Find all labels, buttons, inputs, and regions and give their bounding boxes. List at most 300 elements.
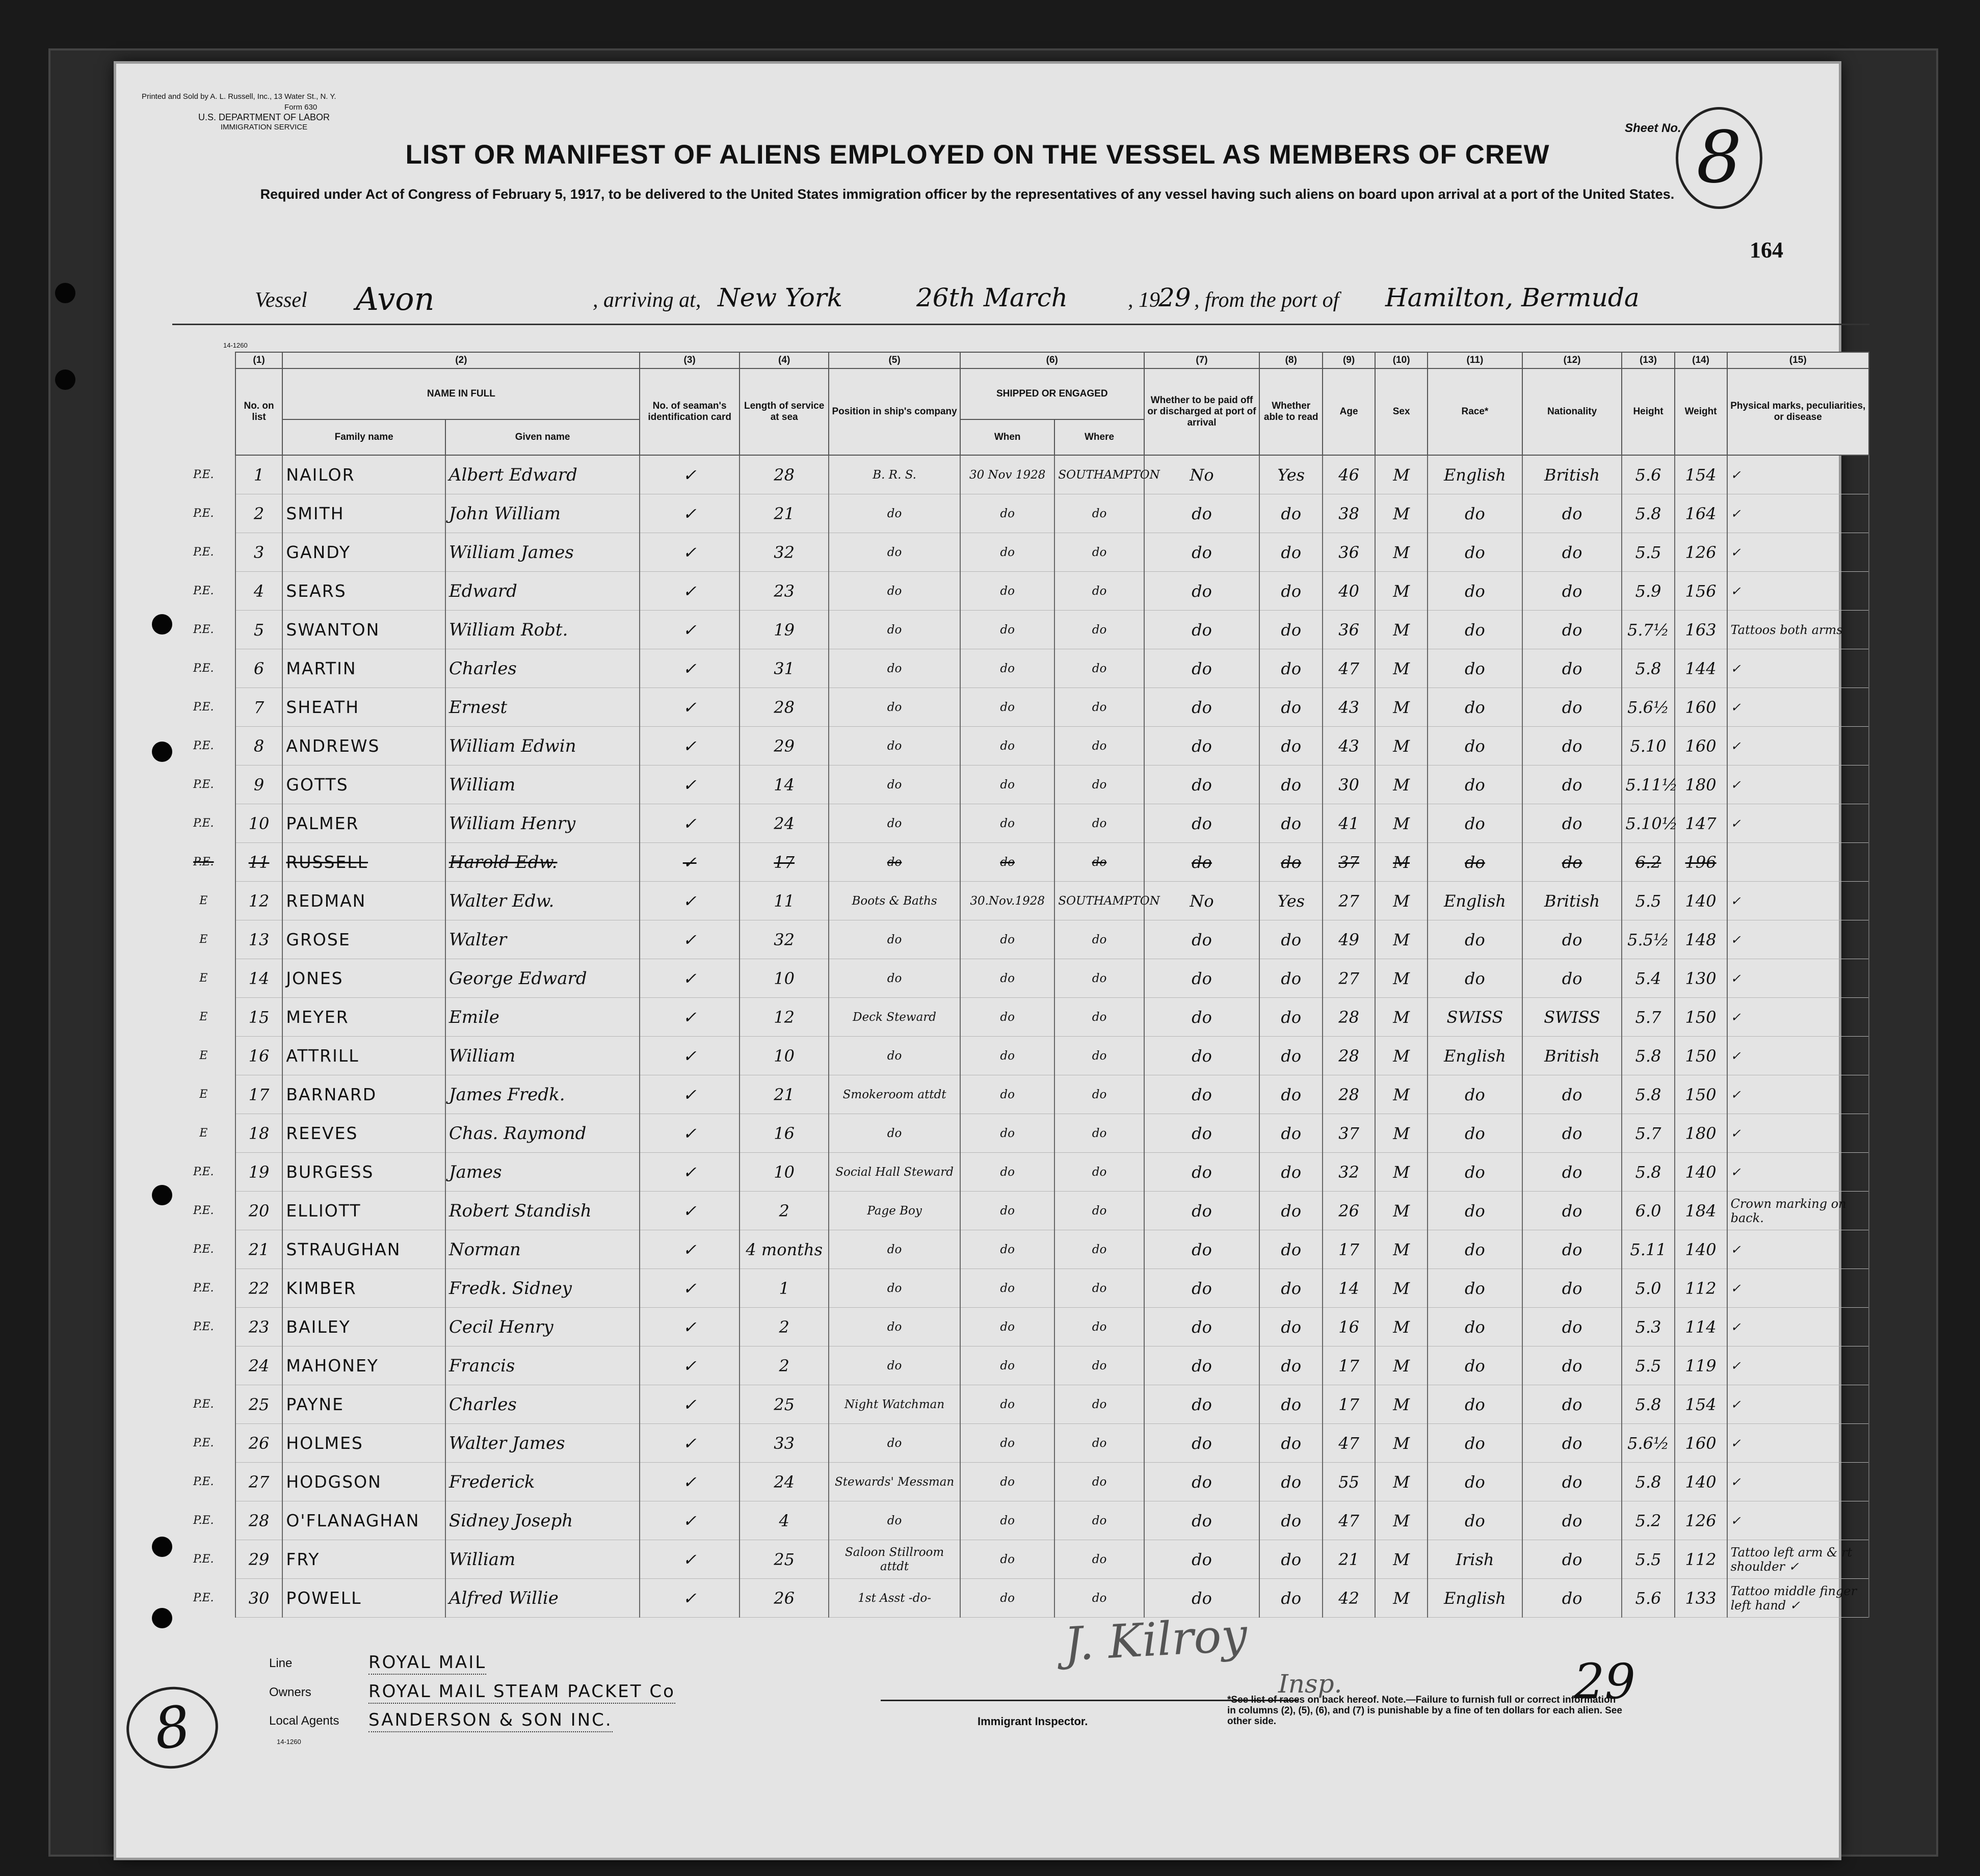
race: do: [1428, 494, 1522, 533]
crew-row: [172, 959, 1869, 998]
shipped-where: do: [1054, 1346, 1144, 1385]
crew-row: [172, 998, 1869, 1037]
crew-row: [172, 1540, 1869, 1579]
height: 5.11½: [1622, 765, 1674, 804]
position: Stewards' Messman: [829, 1463, 960, 1501]
age: 30: [1323, 765, 1375, 804]
id-card: ✓: [640, 1269, 740, 1308]
given-name: Walter: [445, 920, 640, 959]
id-card: ✓: [640, 494, 740, 533]
able-to-read: do: [1259, 1346, 1323, 1385]
physical-marks: Tattoo left arm & rt shoulder ✓: [1727, 1540, 1869, 1579]
length-of-service: 16: [740, 1114, 829, 1153]
age: 27: [1323, 882, 1375, 920]
crew-row: [172, 1501, 1869, 1540]
row-number: 6: [235, 649, 283, 688]
col-11-num: (11): [1428, 352, 1522, 368]
able-to-read: do: [1259, 1463, 1323, 1501]
shipped-where: do: [1054, 1075, 1144, 1114]
paid-off: do: [1144, 494, 1260, 533]
physical-marks: Tattoo middle finger left hand ✓: [1727, 1579, 1869, 1618]
col-12-num: (12): [1522, 352, 1622, 368]
height: 5.5½: [1622, 920, 1674, 959]
weight: 154: [1675, 1385, 1727, 1424]
given-name: Cecil Henry: [445, 1308, 640, 1346]
family-name: GROSE: [282, 920, 445, 959]
margin-mark: P.E.: [193, 662, 214, 675]
row-number: 19: [235, 1153, 283, 1192]
shipped-where: do: [1054, 572, 1144, 611]
physical-marks: ✓: [1727, 998, 1869, 1037]
length-of-service: 19: [740, 611, 829, 649]
age: 38: [1323, 494, 1375, 533]
age: 37: [1323, 1114, 1375, 1153]
race: do: [1428, 533, 1522, 572]
physical-marks: ✓: [1727, 649, 1869, 688]
margin-mark: P.E.: [193, 778, 214, 791]
shipped-where: do: [1054, 1037, 1144, 1075]
race: do: [1428, 1230, 1522, 1269]
physical-marks: Crown marking on back.: [1727, 1192, 1869, 1230]
crew-row: [172, 1385, 1869, 1424]
given-name: Walter Edw.: [445, 882, 640, 920]
margin-mark: E: [199, 933, 208, 946]
sex: M: [1375, 882, 1428, 920]
height: 5.5: [1622, 882, 1674, 920]
physical-marks: ✓: [1727, 1501, 1869, 1540]
nationality: do: [1522, 1501, 1622, 1540]
able-to-read: do: [1259, 572, 1323, 611]
margin-mark: E: [199, 1011, 208, 1023]
footnote: *See list of races on back hereof. Note.—Failure to furnish full or correct information in columns (2), (5), (6), and (7) is punishable by a fine of ten dollars for each alien. See other side.: [1227, 1695, 1622, 1727]
row-number: 17: [235, 1075, 283, 1114]
paid-off: do: [1144, 727, 1260, 765]
margin-mark: P.E.: [193, 585, 214, 597]
weight: 144: [1675, 649, 1727, 688]
given-name: James: [445, 1153, 640, 1192]
col-2-num: (2): [282, 352, 640, 368]
age: 28: [1323, 1075, 1375, 1114]
height: 5.7: [1622, 1114, 1674, 1153]
row-number: 4: [235, 572, 283, 611]
family-name: ELLIOTT: [282, 1192, 445, 1230]
race: do: [1428, 1501, 1522, 1540]
shipped-where: do: [1054, 1114, 1144, 1153]
paid-off: No: [1144, 882, 1260, 920]
height: 5.8: [1622, 1153, 1674, 1192]
shipped-when: do: [960, 649, 1055, 688]
crew-manifest-table: [172, 352, 1869, 1618]
family-name: BAILEY: [282, 1308, 445, 1346]
arrival-date: 26th March: [916, 283, 1068, 312]
race: do: [1428, 611, 1522, 649]
col-6-num: (6): [960, 352, 1144, 368]
physical-marks: ✓: [1727, 1385, 1869, 1424]
physical-marks: ✓: [1727, 959, 1869, 998]
crew-row: [172, 455, 1869, 494]
family-name: RUSSELL: [282, 843, 445, 882]
given-name: Norman: [445, 1230, 640, 1269]
row-number: 14: [235, 959, 283, 998]
age: 47: [1323, 649, 1375, 688]
able-to-read: do: [1259, 804, 1323, 843]
sex: M: [1375, 1075, 1428, 1114]
race: English: [1428, 455, 1522, 494]
height: 6.0: [1622, 1192, 1674, 1230]
row-number: 13: [235, 920, 283, 959]
signature-title: Insp.: [1278, 1669, 1342, 1699]
family-name: SHEATH: [282, 688, 445, 727]
weight: 140: [1675, 1230, 1727, 1269]
able-to-read: do: [1259, 1037, 1323, 1075]
nationality: do: [1522, 1192, 1622, 1230]
weight: 130: [1675, 959, 1727, 998]
position: do: [829, 688, 960, 727]
row-number: 3: [235, 533, 283, 572]
sex: M: [1375, 1463, 1428, 1501]
nationality: do: [1522, 1346, 1622, 1385]
weight: 140: [1675, 882, 1727, 920]
shipped-when: do: [960, 843, 1055, 882]
height: 5.3: [1622, 1308, 1674, 1346]
race: do: [1428, 1075, 1522, 1114]
sex: M: [1375, 1153, 1428, 1192]
crew-row: [172, 1114, 1869, 1153]
shipped-where: do: [1054, 1501, 1144, 1540]
family-name: ATTRILL: [282, 1037, 445, 1075]
length-of-service: 4: [740, 1501, 829, 1540]
col-8-label: Whether able to read: [1259, 368, 1323, 455]
nationality: do: [1522, 804, 1622, 843]
age: 21: [1323, 1540, 1375, 1579]
shipped-when: do: [960, 1269, 1055, 1308]
shipped-when: 30.Nov.1928: [960, 882, 1055, 920]
race: do: [1428, 804, 1522, 843]
age: 42: [1323, 1579, 1375, 1618]
given-name: William: [445, 1540, 640, 1579]
row-number: 27: [235, 1463, 283, 1501]
family-name: PALMER: [282, 804, 445, 843]
paid-off: do: [1144, 1346, 1260, 1385]
sex: M: [1375, 1308, 1428, 1346]
crew-row: [172, 1230, 1869, 1269]
margin-mark: P.E.: [193, 1514, 214, 1527]
margin-mark: P.E.: [193, 1320, 214, 1333]
paid-off: do: [1144, 765, 1260, 804]
id-card: ✓: [640, 959, 740, 998]
weight: 196: [1675, 843, 1727, 882]
family-name: FRY: [282, 1540, 445, 1579]
col-7-num: (7): [1144, 352, 1260, 368]
paid-off: do: [1144, 688, 1260, 727]
shipped-when: do: [960, 1385, 1055, 1424]
position: do: [829, 1269, 960, 1308]
shipped-where: do: [1054, 1269, 1144, 1308]
nationality: do: [1522, 920, 1622, 959]
physical-marks: ✓: [1727, 1230, 1869, 1269]
given-name: Francis: [445, 1346, 640, 1385]
crew-row: [172, 882, 1869, 920]
nationality: do: [1522, 959, 1622, 998]
sex: M: [1375, 572, 1428, 611]
id-card: ✓: [640, 843, 740, 882]
margin-mark: [172, 1346, 235, 1385]
row-number: 10: [235, 804, 283, 843]
paid-off: do: [1144, 611, 1260, 649]
col-1-label: No. on list: [235, 368, 283, 455]
shipped-when: do: [960, 998, 1055, 1037]
shipped-when: do: [960, 688, 1055, 727]
crew-row: [172, 1075, 1869, 1114]
able-to-read: do: [1259, 611, 1323, 649]
paid-off: do: [1144, 1230, 1260, 1269]
column-number-row: [172, 352, 1869, 368]
id-card: ✓: [640, 1501, 740, 1540]
nationality: do: [1522, 611, 1622, 649]
physical-marks: ✓: [1727, 1075, 1869, 1114]
given-name: Albert Edward: [445, 455, 640, 494]
family-name-header: Family name: [282, 419, 445, 455]
margin-mark: P.E.: [193, 1398, 214, 1411]
sex: M: [1375, 1346, 1428, 1385]
family-name: PAYNE: [282, 1385, 445, 1424]
height: 5.8: [1622, 1037, 1674, 1075]
paid-off: do: [1144, 1385, 1260, 1424]
position: do: [829, 611, 960, 649]
shipped-when: do: [960, 1114, 1055, 1153]
sex: M: [1375, 1424, 1428, 1463]
family-name: SWANTON: [282, 611, 445, 649]
age: 26: [1323, 1192, 1375, 1230]
nationality: do: [1522, 1114, 1622, 1153]
page-number: 164: [1750, 237, 1783, 262]
position: do: [829, 1308, 960, 1346]
given-name: George Edward: [445, 959, 640, 998]
shipped-when: do: [960, 1579, 1055, 1618]
crew-row: [172, 727, 1869, 765]
weight: 164: [1675, 494, 1727, 533]
col-3-num: (3): [640, 352, 740, 368]
sex: M: [1375, 1540, 1428, 1579]
margin-header: [172, 352, 235, 455]
paid-off: do: [1144, 649, 1260, 688]
age: 43: [1323, 727, 1375, 765]
col-14-num: (14): [1675, 352, 1727, 368]
row-number: 21: [235, 1230, 283, 1269]
footer-form-code: 14-1260: [277, 1738, 301, 1746]
col-5-label: Position in ship's company: [829, 368, 960, 455]
physical-marks: ✓: [1727, 1424, 1869, 1463]
nationality: do: [1522, 727, 1622, 765]
crew-row: [172, 1346, 1869, 1385]
id-card: ✓: [640, 765, 740, 804]
race: do: [1428, 1269, 1522, 1308]
col-4-num: (4): [740, 352, 829, 368]
shipped-when: do: [960, 494, 1055, 533]
length-of-service: 24: [740, 804, 829, 843]
sex: M: [1375, 455, 1428, 494]
crew-row: [172, 572, 1869, 611]
family-name: HODGSON: [282, 1463, 445, 1501]
physical-marks: ✓: [1727, 882, 1869, 920]
weight: 160: [1675, 1424, 1727, 1463]
shipped-when: do: [960, 1463, 1055, 1501]
given-name: John William: [445, 494, 640, 533]
given-name: Emile: [445, 998, 640, 1037]
margin-mark: P.E.: [193, 1204, 214, 1217]
line-value: ROYAL MAIL: [368, 1652, 487, 1673]
shipped-where: do: [1054, 998, 1144, 1037]
given-name-header: Given name: [445, 419, 640, 455]
given-name: Fredk. Sidney: [445, 1269, 640, 1308]
col-2-label: NAME IN FULL: [282, 368, 640, 419]
given-name: Robert Standish: [445, 1192, 640, 1230]
shipped-when: 30 Nov 1928: [960, 455, 1055, 494]
family-name: REDMAN: [282, 882, 445, 920]
row-number: 29: [235, 1540, 283, 1579]
able-to-read: do: [1259, 494, 1323, 533]
position: do: [829, 959, 960, 998]
family-name: STRAUGHAN: [282, 1230, 445, 1269]
sex: M: [1375, 920, 1428, 959]
position: do: [829, 1346, 960, 1385]
physical-marks: ✓: [1727, 494, 1869, 533]
able-to-read: do: [1259, 649, 1323, 688]
height: 5.11: [1622, 1230, 1674, 1269]
inspector-label: Immigrant Inspector.: [978, 1715, 1088, 1728]
shipped-when: do: [960, 1308, 1055, 1346]
margin-mark: E: [199, 1127, 208, 1140]
margin-mark: P.E.: [193, 1282, 214, 1294]
able-to-read: do: [1259, 1153, 1323, 1192]
sheet-label: Sheet No.: [1625, 121, 1681, 135]
manifest-page: [116, 64, 1866, 1858]
sex: M: [1375, 1192, 1428, 1230]
shipped-where: do: [1054, 1424, 1144, 1463]
given-name: Charles: [445, 649, 640, 688]
id-card: ✓: [640, 1153, 740, 1192]
weight: 112: [1675, 1269, 1727, 1308]
given-name: William: [445, 1037, 640, 1075]
race: do: [1428, 1385, 1522, 1424]
crew-row: [172, 1269, 1869, 1308]
nationality: do: [1522, 1424, 1622, 1463]
sex: M: [1375, 649, 1428, 688]
weight: 184: [1675, 1192, 1727, 1230]
nationality: British: [1522, 455, 1622, 494]
nationality: do: [1522, 1579, 1622, 1618]
length-of-service: 26: [740, 1579, 829, 1618]
shipped-where: do: [1054, 1308, 1144, 1346]
id-card: ✓: [640, 1463, 740, 1501]
given-name: Sidney Joseph: [445, 1501, 640, 1540]
row-number: 26: [235, 1424, 283, 1463]
col-10-num: (10): [1375, 352, 1428, 368]
given-name: William James: [445, 533, 640, 572]
weight: 150: [1675, 1075, 1727, 1114]
able-to-read: do: [1259, 1192, 1323, 1230]
physical-marks: ✓: [1727, 1269, 1869, 1308]
family-name: BURGESS: [282, 1153, 445, 1192]
col-10-label: Sex: [1375, 368, 1428, 455]
crew-row: [172, 1308, 1869, 1346]
length-of-service: 25: [740, 1540, 829, 1579]
paid-off: do: [1144, 1037, 1260, 1075]
age: 28: [1323, 1037, 1375, 1075]
crew-rows: [172, 455, 1869, 1618]
length-of-service: 2: [740, 1308, 829, 1346]
weight: 140: [1675, 1463, 1727, 1501]
age: 36: [1323, 611, 1375, 649]
physical-marks: ✓: [1727, 1308, 1869, 1346]
shipped-where: do: [1054, 1579, 1144, 1618]
line-label: Line: [269, 1656, 293, 1670]
paid-off: do: [1144, 1192, 1260, 1230]
given-name: Frederick: [445, 1463, 640, 1501]
where-header: Where: [1054, 419, 1144, 455]
margin-mark: P.E.: [193, 817, 214, 830]
sex: M: [1375, 804, 1428, 843]
position: do: [829, 727, 960, 765]
shipped-when: do: [960, 920, 1055, 959]
age: 36: [1323, 533, 1375, 572]
id-card: ✓: [640, 1346, 740, 1385]
length-of-service: 14: [740, 765, 829, 804]
nationality: do: [1522, 765, 1622, 804]
row-number: 28: [235, 1501, 283, 1540]
id-card: ✓: [640, 1230, 740, 1269]
crew-row: [172, 1463, 1869, 1501]
weight: 163: [1675, 611, 1727, 649]
physical-marks: ✓: [1727, 727, 1869, 765]
weight: 180: [1675, 765, 1727, 804]
sex: M: [1375, 843, 1428, 882]
shipped-where: do: [1054, 1153, 1144, 1192]
crew-row: [172, 920, 1869, 959]
col-1-num: (1): [235, 352, 283, 368]
col-6-label: SHIPPED OR ENGAGED: [960, 368, 1144, 419]
col-7-label: Whether to be paid off or discharged at port of arrival: [1144, 368, 1260, 455]
row-number: 16: [235, 1037, 283, 1075]
length-of-service: 32: [740, 920, 829, 959]
physical-marks: ✓: [1727, 804, 1869, 843]
margin-mark: P.E.: [193, 1475, 214, 1488]
physical-marks: ✓: [1727, 1037, 1869, 1075]
shipped-where: do: [1054, 649, 1144, 688]
length-of-service: 1: [740, 1269, 829, 1308]
id-card: ✓: [640, 1037, 740, 1075]
nationality: do: [1522, 533, 1622, 572]
margin-mark: P.E.: [193, 507, 214, 520]
id-card: ✓: [640, 998, 740, 1037]
department-name: U.S. DEPARTMENT OF LABOR IMMIGRATION SERVICE: [198, 112, 330, 131]
page-subtitle: Required under Act of Congress of February 5, 1917, to be delivered to the United States immigration officer by the representatives of any vessel having such aliens on board upon arrival at a port of the United States.: [260, 187, 1675, 202]
vessel-label: Vessel: [255, 288, 307, 312]
col-8-num: (8): [1259, 352, 1323, 368]
paid-off: do: [1144, 572, 1260, 611]
height: 5.10½: [1622, 804, 1674, 843]
length-of-service: 32: [740, 533, 829, 572]
position: Deck Steward: [829, 998, 960, 1037]
crew-row: [172, 1153, 1869, 1192]
shipped-when: do: [960, 1501, 1055, 1540]
race: do: [1428, 688, 1522, 727]
race: do: [1428, 1463, 1522, 1501]
race: do: [1428, 1308, 1522, 1346]
margin-mark: P.E.: [193, 739, 214, 752]
id-card: ✓: [640, 920, 740, 959]
row-number: 24: [235, 1346, 283, 1385]
